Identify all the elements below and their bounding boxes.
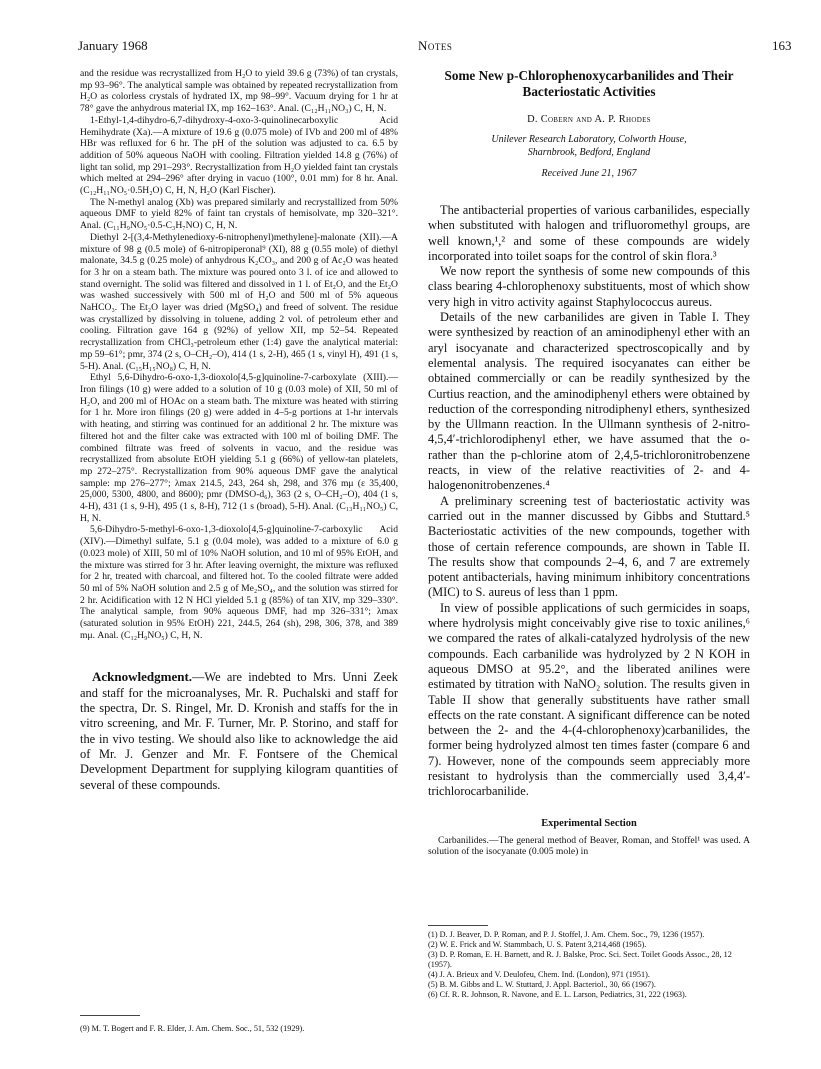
running-header-section: Notes <box>418 38 453 53</box>
footnote-3: (3) D. P. Roman, E. H. Barnett, and R. J. Balske, Proc. Sci. Sect. Toilet Goods Assoc., 28, 12 (1957). <box>428 950 732 969</box>
experimental-text: Carbanilides.—The general method of Beaver, Roman, and Stoffel¹ was used. A solution of the isocyanate (0.005 mole) in <box>428 834 750 858</box>
left-column <box>80 68 398 1058</box>
paragraph: The antibacterial properties of various carbanilides, especially when substituted with halogen and trifluoromethyl groups, are well known,¹,² and some of these compounds are widely incorporated into toilet soaps for the control of skin flora.³ <box>428 203 750 263</box>
acknowledgment <box>80 669 398 792</box>
paragraph: 1-Ethyl-1,4-dihydro-6,7-dihydroxy-4-oxo-3-quinolinecarboxylic Acid Hemihydrate (Xa).—A mixture of 19.6 g (0.075 mole) of IVb and 200 ml of 48% HBr was refluxed for 6 hr. The pH of the solution was adjusted to ca. 6.5 by addition of 50% aqueous NaOH with cooling. Filtration yielded 14.8 g (76%) of light tan solid, mp 291–293°. Recrystallization from H₂O yielded faint tan crystals which melted at 294–296° after drying in vacuo (100°, 0.01 mm) for 8 hr. Anal. (C₁₂H₁₁NO₅·0.5H₂O) C, H, N, H₂O (Karl Fischer). <box>80 114 398 197</box>
experimental-continued <box>80 68 398 641</box>
article-authors: D. Cobern and A. P. Rhodes <box>527 114 651 125</box>
paragraph: and the residue was recrystallized from H₂O to yield 39.6 g (73%) of tan crystals, mp 93–96°. The analytical sample was obtained by repeated recrystallization from H₂O as colorless crystals of hydrated IX, mp 98–99°. Vacuum drying for 1 hr at 78° gave the anhydrous material IX, mp 162–163°. Anal. (C₁₂H₁₁NO₃) C, H, N. <box>80 68 398 115</box>
paragraph: Diethyl 2-[(3,4-Methylenedioxy-6-nitrophenyl)methylene]-malonate (XII).—A mixture of 98 g (0.5 mole) of 6-nitropiperonal⁹ (XI), 88 g (0.55 mole) of diethyl malonate, 34.5 g (0.25 mole) of anhydrous K₂CO₃, and 200 g of Ac₂O was heated for 3 hr on a steam bath. The mixture was poured onto 3 l. of ice and allowed to stand overnight. The solid was filtered and dissolved in 1 l. of Et₂O, and the Et₂O was washed successively with 500 ml of H₂O and 500 ml of 5% aqueous NaHCO₃. The Et₂O layer was dried (MgSO₄) and freed of solvent. The residue was crystallized by dissolving in toluene, adding 2 vol. of petroleum ether and cooling. Filtration gave 164 g (92%) of yellow XII, mp 52–54. Repeated recrystallization from CHCl₃-petroleum ether (1:4) gave the analytical material: mp 59–61°; pmr, 374 (2 s, O–CH₂–O), 414 (1 s, 2-H), 465 (1 s, vinyl H), 491 (1 s, 5-H). Anal. (C₁₅H₁₅NO₈) C, H, N. <box>80 231 398 372</box>
received-date: Received June 21, 1967 <box>541 168 637 179</box>
paragraph: The N-methyl analog (Xb) was prepared similarly and recrystallized from 50% aqueous DMF to yield 82% of faint tan crystals of hemisolvate, mp 320–321°. Anal. (C₁₁H₉NO₅·0.5-C₃H₇NO) C, H, N. <box>80 196 398 232</box>
acknowledgment-text: —We are indebted to Mrs. Unni Zeek and staff for the microanalyses, Mr. R. Puchalski and staff for the spectra, Dr. S. Ringel, Mr. D. Kronish and staffs for the in vitro screening, and Mr. F. Turner, Mr. P. Storino, and staff for the in vivo testing. We should also like to acknowledge the aid of Mr. J. Genzer and Mr. F. Fontsere of the Chemical Development Department for supplying kilogram quantities of several of these compounds. <box>80 670 398 792</box>
paragraph: In view of possible applications of such germicides in soaps, where hydrolysis might conceivably give rise to toxic anilines,⁶ we compared the rates of alkali-catalyzed hydrolysis of the new compounds. Each carbanilide was hydrolyzed by 2 N KOH in aqueous DMSO at 95.2°, and the liberated anilines were estimated by titration with NaNO₂ solution. The results given in Table II show that generally substituents have rather small effects on the rate constant. A significant difference can be noted between the 2- and the 4-(4-chlorophenoxy)carbanilides, the former being hydrolyzed almost ten times faster (compare 6 and 7). However, none of the compounds seem appreciably more resistant to hydrolysis than the commercially used 3,4,4′-trichlorocarbanilide. <box>428 600 750 799</box>
footnote-2: (2) W. E. Frick and W. Stammbach, U. S. Patent 3,214,468 (1965). <box>428 940 647 949</box>
paragraph: 5,6-Dihydro-5-methyl-6-oxo-1,3-dioxolo[4,5-g]quinoline-7-carboxylic Acid (XIV).—Dimethyl sulfate, 5.1 g (0.04 mole), was added to a mixture of 6.0 g (0.023 mole) of XIII, 50 ml of 10% NaOH solution, and 10 ml of 95% EtOH, and the mixture was stirred for 3 hr. After leaving overnight, the mixture was refluxed for 2 hr, treated with charcoal, and filtered hot. To the cooled filtrate were added 50 ml of 5% NaOH solution and 2.5 g of Me₂SO₄, and the solution was stirred for 2 hr. Acidification with 12 N HCl yielded 5.1 g (85%) of tan XIV, mp 329–330°. The analytical sample, from 90% aqueous DMF, had mp 326–331°; λmax (saturated solution in 95% EtOH) 221, 244.5, 264 (sh), 298, 306, 378, and 389 mμ. Anal. (C₁₂H₉NO₅) C, H, N. <box>80 524 398 641</box>
article-title: Some New p-Chlorophenoxycarbanilides and Their Bacteriostatic Activities <box>444 68 734 99</box>
page-number: 163 <box>772 38 792 53</box>
right-column <box>428 68 750 1058</box>
footnote-1: (1) D. J. Beaver, D. P. Roman, and P. J. Stoffel, J. Am. Chem. Soc., 79, 1236 (1957). <box>428 930 705 939</box>
footnote-4: (4) J. A. Brieux and V. Deulofeu, Chem. Ind. (London), 971 (1951). <box>428 970 650 979</box>
experimental-heading: Experimental Section <box>541 817 637 829</box>
footnotes <box>428 930 750 1000</box>
article-body <box>428 203 750 800</box>
paragraph: We now report the synthesis of some new compounds of this class bearing 4-chlorophenoxy substituents, most of which show very high in vitro activity against Staphylococcus aureus. <box>428 264 750 309</box>
footnote-6: (6) Cf. R. R. Johnson, R. Navone, and E. L. Larson, Pediatrics, 31, 222 (1963). <box>428 990 687 999</box>
paragraph: Details of the new carbanilides are given in Table I. They were synthesized by reaction of an aminodiphenyl ether with an aryl isocyanate and characterized spectroscopically and by elemental analysis. The required isocyanates can either be obtained commercially or can be readily synthesized by the Curtius reaction, and the aminodiphenyl ethers were obtained by reduction of the corresponding nitrodiphenyl ethers, synthesized by the Ullmann reaction. In the Ullmann synthesis of 2-nitro-4,5,4′-trichlorodiphenyl ether, we have assumed that the o- rather than the p-chlorine atom of 2,4,5-trichloronitrobenzene reacts, in view of the relative reactivities of 2- and 4-halogenonitrobenzenes.⁴ <box>428 310 750 493</box>
affiliation <box>428 134 750 159</box>
affiliation-line: Unilever Research Laboratory, Colworth House, <box>491 134 687 145</box>
acknowledgment-heading: Acknowledgment. <box>92 669 193 685</box>
footnote-rule <box>80 1015 140 1016</box>
running-header-date: January 1968 <box>78 38 148 53</box>
paragraph: A preliminary screening test of bacteriostatic activity was carried out in the manner discussed by Gibbs and Stuttard.⁵ Bacteriostatic activities of the new compounds, together with those of certain reference compounds, are shown in Table II. The results show that compounds 2–4, 6, and 7 are extremely potent antibacterials, having minimum inhibitory concentrations (MIC) to S. aureus of less than 1 ppm. <box>428 493 750 600</box>
footnote-rule <box>428 925 488 926</box>
affiliation-line: Sharnbrook, Bedford, England <box>527 146 651 158</box>
footnote-5: (5) B. M. Gibbs and L. W. Stuttard, J. Appl. Bacteriol., 30, 66 (1967). <box>428 980 656 989</box>
footnote-9: (9) M. T. Bogert and F. R. Elder, J. Am. Chem. Soc., 51, 532 (1929). <box>80 1024 305 1033</box>
paragraph: Ethyl 5,6-Dihydro-6-oxo-1,3-dioxolo[4,5-g]quinoline-7-carboxylate (XIII).—Iron filings (10 g) were added to a solution of 10 g (0.03 mole) of XII, 50 ml of H₂O, and 200 ml of HOAc on a steam bath. The mixture was heated with stirring for 1 hr. More iron filings (20 g) were added in 4–5-g portions at 1-hr intervals with heating, and stirring was continued for an additional 2 hr. The mixture was filtered hot and the filter cake was extracted with 100 ml of boiling DMF. The combined filtrate was freed of solvents in vacuo, and the residue was recrystallized from absolute EtOH yielding 5.1 g (66%) of yellow-tan platelets, mp 272–275°. Recrystallization from 90% aqueous DMF gave the analytical sample: mp 276–277°; λmax 214.5, 243, 264 sh, 298, and 376 mμ (ε 35,400, 25,000, 5300, 4800, and 8600); pmr (DMSO-d₆), 363 (2 s, O–CH₂–O), 404 (1 s, 4-H), 431 (1 s, 9-H), 495 (1 s, 8-H), 712 (1 s (broad), 5-H). Anal. (C₁₃H₁₁NO₅) C, H, N. <box>80 372 398 524</box>
